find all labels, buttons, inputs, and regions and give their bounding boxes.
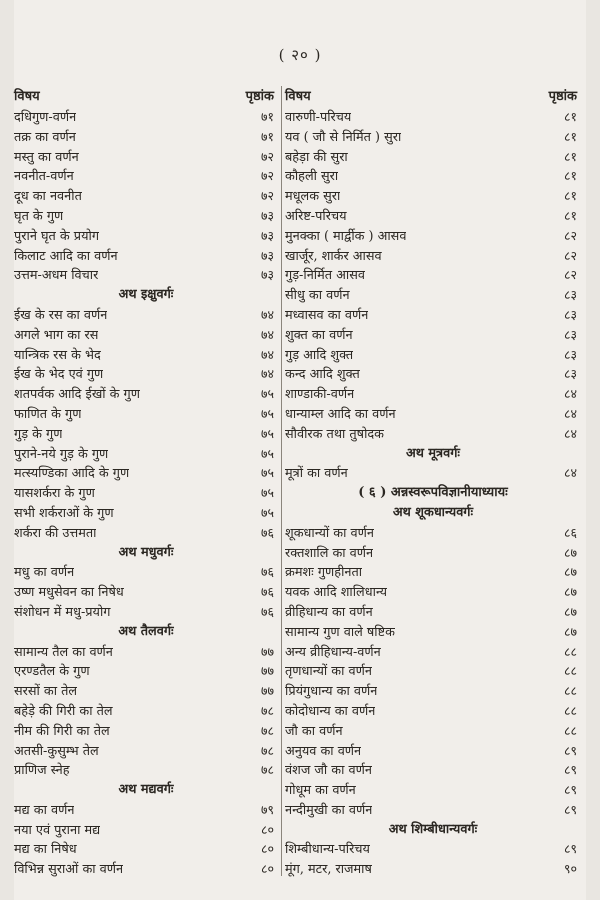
entry-title: क्रमशः गुणहीनता — [285, 565, 363, 581]
index-entry — [14, 404, 278, 424]
entry-page: ७९ — [260, 801, 274, 817]
entry-title: दूध का नवनीत — [14, 189, 82, 205]
index-entry — [285, 345, 581, 365]
index-entry — [14, 226, 278, 246]
index-entry — [285, 760, 581, 780]
entry-page: ८० — [260, 861, 274, 877]
entry-page: ८९ — [563, 742, 577, 758]
entry-title: यासशर्करा के गुण — [14, 486, 95, 502]
entry-title: रक्तशालि का वर्णन — [285, 545, 374, 561]
entry-title: शर्करा की उत्तमता — [14, 525, 97, 541]
entry-title: नन्दीमुखी का वर्णन — [285, 802, 373, 818]
index-entry — [14, 642, 278, 662]
index-entry — [14, 325, 278, 345]
entry-page: ७३ — [260, 227, 274, 243]
index-entry — [14, 444, 278, 464]
page-number: ( २० ) — [278, 46, 322, 64]
entry-title: शाण्डाकी-वर्णन — [285, 387, 355, 403]
entry-title: अरिष्ट-परिचय — [285, 208, 347, 224]
entry-page: ७१ — [260, 109, 274, 124]
index-entry — [14, 463, 278, 483]
entry-title: उष्ण मधुसेवन का निषेध — [14, 585, 124, 601]
entry-title: अगले भाग का रस — [14, 327, 99, 343]
entry-page: ८१ — [563, 188, 577, 204]
entry-page: ७३ — [260, 247, 274, 263]
entry-page: ८७ — [563, 623, 577, 639]
entry-page: ८२ — [563, 227, 577, 243]
index-entry — [285, 523, 581, 543]
section-heading: अथ तैलवर्गः — [118, 623, 174, 639]
entry-page: ८८ — [563, 722, 577, 738]
index-entry — [14, 206, 278, 226]
entry-page: ८३ — [563, 326, 577, 342]
index-entry — [14, 661, 278, 681]
entry-title: खार्जूर, शार्कर आसव — [285, 248, 382, 264]
entry-title: गोधूम का वर्णन — [285, 783, 356, 799]
entry-title: घृत के गुण — [14, 208, 64, 224]
index-entry — [285, 305, 581, 325]
entry-page: ८१ — [563, 168, 577, 184]
entry-title: यान्त्रिक रस के भेद — [14, 347, 101, 363]
entry-title: शूकधान्यों का वर्णन — [285, 525, 374, 541]
column-header — [285, 86, 581, 107]
entry-title: जौ का वर्णन — [285, 723, 343, 739]
entry-title: बहेड़ा की सुरा — [285, 149, 348, 165]
entry-page: ८४ — [563, 465, 577, 481]
index-entry — [285, 741, 581, 761]
index-entry — [285, 622, 581, 642]
index-entry — [285, 424, 581, 444]
entry-page: ८० — [260, 821, 274, 837]
index-entry — [285, 681, 581, 701]
entry-title: अन्य व्रीहिधान्य-वर्णन — [285, 644, 381, 660]
entry-page: ७७ — [260, 683, 274, 699]
entry-page: ८२ — [563, 247, 577, 263]
entry-title: धान्याम्ल आदि का वर्णन — [285, 406, 396, 422]
entry-page: ७५ — [260, 445, 274, 461]
entry-title: कन्द आदि शुक्त — [285, 367, 360, 383]
subject-header: विषय — [285, 89, 311, 104]
index-entry — [14, 186, 278, 206]
entry-page: ७४ — [260, 346, 274, 362]
entry-page: ८० — [260, 841, 274, 857]
entry-page: ७५ — [260, 465, 274, 481]
entry-title: विभिन्न सुराओं का वर्णन — [14, 862, 124, 878]
section-heading: अथ मधुवर्गः — [118, 544, 174, 560]
section-heading: अथ शूकधान्यवर्गः — [392, 504, 474, 520]
page-header: पृष्ठांक — [548, 89, 577, 104]
entry-title: तक्र का वर्णन — [14, 129, 76, 145]
index-entry — [14, 305, 278, 325]
index-entry — [14, 345, 278, 365]
index-entry — [285, 265, 581, 285]
entry-page: ८१ — [563, 109, 577, 124]
entry-page: ७२ — [260, 168, 274, 184]
entry-page: ८१ — [563, 128, 577, 144]
entry-page: ७८ — [260, 742, 274, 758]
entry-title: वारुणी-परिचय — [285, 110, 352, 125]
index-entry — [14, 107, 278, 127]
entry-page: ७६ — [260, 603, 274, 619]
entry-title: मद्य का वर्णन — [14, 802, 75, 818]
entry-page: ८८ — [563, 663, 577, 679]
entry-title: मूंग, मटर, राजमाष — [285, 862, 372, 878]
entry-title: नया एवं पुराना मद्य — [14, 822, 101, 838]
page-header: पृष्ठांक — [245, 89, 274, 104]
index-entry — [14, 820, 278, 840]
index-entry — [285, 285, 581, 305]
entry-title: शिम्बीधान्य-परिचय — [285, 842, 370, 858]
index-entry — [14, 721, 278, 741]
entry-page: ७६ — [260, 584, 274, 600]
entry-title: पुराने-नये गुड़ के गुण — [14, 446, 109, 462]
left-column — [14, 86, 278, 879]
index-entry — [285, 206, 581, 226]
index-entry — [14, 602, 278, 622]
index-entry — [285, 839, 581, 859]
entry-title: कौहली सुरा — [285, 169, 339, 185]
entry-page: ७८ — [260, 762, 274, 778]
entry-title: उत्तम-अधम विचार — [14, 268, 99, 284]
entry-title: मधूलक सुरा — [285, 189, 341, 205]
entry-page: ७३ — [260, 267, 274, 283]
entry-page: ७४ — [260, 306, 274, 322]
index-entry — [14, 562, 278, 582]
entry-page: ७८ — [260, 702, 274, 718]
entry-title: ईख के रस का वर्णन — [14, 307, 108, 323]
entry-title: यव ( जौ से निर्मित ) सुरा — [285, 129, 402, 145]
index-entry — [285, 166, 581, 186]
index-entry — [285, 800, 581, 820]
entry-page: ७४ — [260, 326, 274, 342]
entry-title: फाणित के गुण — [14, 406, 82, 422]
index-entry — [14, 760, 278, 780]
column-divider — [281, 86, 282, 876]
entry-page: ८२ — [563, 267, 577, 283]
index-entry — [14, 483, 278, 503]
index-page — [14, 0, 586, 900]
entry-title: एरण्डतैल के गुण — [14, 664, 90, 680]
entry-title: वंशज जौ का वर्णन — [285, 763, 372, 779]
entry-page: ७५ — [260, 504, 274, 520]
index-entry — [285, 107, 581, 127]
column-header — [14, 86, 278, 107]
index-entry — [285, 701, 581, 721]
entry-page: ७५ — [260, 485, 274, 501]
entry-page: ७६ — [260, 524, 274, 540]
section-heading: अथ मद्यवर्गः — [118, 782, 174, 798]
index-entry — [285, 364, 581, 384]
entry-title: गुड़ के गुण — [14, 426, 63, 442]
entry-page: ७२ — [260, 188, 274, 204]
entry-title: शतपर्वक आदि ईखों के गुण — [14, 387, 141, 403]
entry-page: ८३ — [563, 366, 577, 382]
entry-page: ८४ — [563, 405, 577, 421]
entry-title: मधु का वर्णन — [14, 565, 75, 581]
entry-title: तृणधान्यों का वर्णन — [285, 664, 372, 680]
entry-page: ८३ — [563, 346, 577, 362]
entry-page: ७७ — [260, 643, 274, 659]
section-heading: अथ मूत्रवर्गः — [405, 445, 461, 461]
entry-title: सौवीरक तथा तुषोदक — [285, 426, 385, 442]
entry-page: ७७ — [260, 663, 274, 679]
entry-page: ८८ — [563, 643, 577, 659]
entry-title: सामान्य गुण वाले षष्टिक — [285, 624, 395, 640]
index-entry — [285, 186, 581, 206]
entry-page: ७३ — [260, 207, 274, 223]
entry-page: ८३ — [563, 306, 577, 322]
entry-page: ८३ — [563, 287, 577, 303]
index-entry — [14, 839, 278, 859]
entry-page: ८९ — [563, 762, 577, 778]
index-entry — [285, 602, 581, 622]
entry-page: ८९ — [563, 782, 577, 798]
index-entry — [14, 582, 278, 602]
entry-page: ८९ — [563, 801, 577, 817]
entry-title: व्रीहिधान्य का वर्णन — [285, 604, 373, 620]
entry-title: प्रियंगुधान्य का वर्णन — [285, 684, 378, 700]
entry-title: गुड़-निर्मित आसव — [285, 268, 365, 284]
entry-page: ८१ — [563, 148, 577, 164]
left-entry-list — [14, 107, 278, 879]
index-entry — [14, 127, 278, 147]
index-entry — [285, 661, 581, 681]
index-entry — [285, 404, 581, 424]
index-entry — [285, 384, 581, 404]
index-entry — [285, 325, 581, 345]
index-entry — [285, 721, 581, 741]
index-entry — [14, 523, 278, 543]
index-entry — [14, 503, 278, 523]
entry-title: मस्तु का वर्णन — [14, 149, 79, 165]
index-entry — [285, 562, 581, 582]
entry-title: मध्वासव का वर्णन — [285, 307, 369, 323]
entry-title: किलाट आदि का वर्णन — [14, 248, 118, 264]
entry-title: सरसों का तेल — [14, 684, 78, 700]
index-entry — [14, 800, 278, 820]
entry-title: बहेड़े की गिरी का तेल — [14, 703, 113, 719]
entry-page: ८७ — [563, 564, 577, 580]
entry-title: मत्स्यण्डिका आदि के गुण — [14, 466, 130, 482]
index-entry — [14, 246, 278, 266]
entry-title: ईख के भेद एवं गुण — [14, 367, 104, 383]
entry-page: ८९ — [563, 841, 577, 857]
entry-title: गुड़ आदि शुक्त — [285, 347, 354, 363]
entry-title: मूत्रों का वर्णन — [285, 466, 348, 482]
entry-page: ८४ — [563, 425, 577, 441]
index-entry — [285, 780, 581, 800]
entry-title: दधिगुण-वर्णन — [14, 110, 77, 125]
entry-page: ७६ — [260, 564, 274, 580]
entry-page: ८४ — [563, 386, 577, 402]
entry-title: संशोधन में मधु-प्रयोग — [14, 604, 111, 620]
entry-title: सीधु का वर्णन — [285, 288, 350, 304]
entry-page: ८६ — [563, 524, 577, 540]
entry-title: नीम की गिरी का तेल — [14, 723, 110, 739]
entry-title: सामान्य तैल का वर्णन — [14, 644, 113, 660]
index-entry — [285, 642, 581, 662]
index-entry — [14, 147, 278, 167]
subject-header: विषय — [14, 89, 40, 104]
index-entry — [285, 226, 581, 246]
entry-title: पुराने घृत के प्रयोग — [14, 228, 100, 244]
index-entry — [14, 384, 278, 404]
index-entry — [285, 127, 581, 147]
entry-page: ७४ — [260, 366, 274, 382]
entry-page: ७५ — [260, 425, 274, 441]
right-column — [285, 86, 581, 879]
entry-title: नवनीत-वर्णन — [14, 169, 74, 185]
entry-page: ८१ — [563, 207, 577, 223]
entry-page: ८७ — [563, 544, 577, 560]
entry-page: ७५ — [260, 386, 274, 402]
entry-page: ८८ — [563, 683, 577, 699]
index-entry — [14, 859, 278, 879]
index-entry — [285, 543, 581, 563]
entry-title: सभी शर्कराओं के गुण — [14, 505, 114, 521]
entry-page: ९० — [563, 861, 577, 877]
index-entry — [285, 859, 581, 879]
entry-page: ८८ — [563, 702, 577, 718]
entry-title: यवक आदि शालिधान्य — [285, 585, 388, 601]
entry-page: ७२ — [260, 148, 274, 164]
index-entry — [285, 147, 581, 167]
entry-page: ८७ — [563, 603, 577, 619]
entry-title: अनुयव का वर्णन — [285, 743, 362, 759]
entry-page: ८७ — [563, 584, 577, 600]
entry-title: मुनक्का ( मार्द्वीक ) आसव — [285, 228, 407, 244]
entry-title: प्राणिज स्नेह — [14, 763, 70, 779]
entry-title: मद्य का निषेध — [14, 842, 77, 858]
entry-title: कोदोधान्य का वर्णन — [285, 703, 376, 719]
index-entry — [14, 701, 278, 721]
chapter-heading: ( ६ ) अन्नस्वरूपविज्ञानीयाध्यायः — [358, 485, 508, 501]
right-entry-list — [285, 107, 581, 879]
index-entry — [285, 582, 581, 602]
index-entry — [14, 424, 278, 444]
entry-title: अतसी-कुसुम्भ तेल — [14, 743, 99, 759]
entry-page: ७१ — [260, 128, 274, 144]
section-heading: अथ इक्षुवर्गः — [118, 287, 174, 303]
index-entry — [14, 741, 278, 761]
index-entry — [285, 463, 581, 483]
index-entry — [14, 681, 278, 701]
entry-page: ७८ — [260, 722, 274, 738]
entry-title: शुक्त का वर्णन — [285, 327, 353, 343]
index-entry — [14, 265, 278, 285]
index-entry — [14, 166, 278, 186]
section-heading: अथ शिम्बीधान्यवर्गः — [388, 821, 478, 837]
entry-page: ७५ — [260, 405, 274, 421]
index-entry — [285, 246, 581, 266]
index-entry — [14, 364, 278, 384]
